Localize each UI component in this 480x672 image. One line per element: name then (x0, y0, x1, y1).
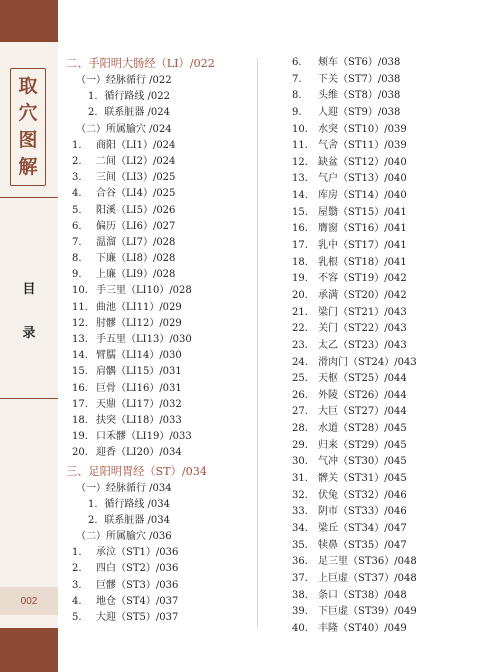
toc-acupoint-entry (284, 155, 474, 172)
toc-acupoint-entry (66, 170, 252, 186)
toc-acupoint-entry (284, 488, 474, 505)
acupoint-label: 乳中（ST17）/041 (318, 240, 407, 252)
acupoint-label: 太乙（ST23）/043 (318, 339, 407, 351)
acupoint-number: 17. (292, 240, 308, 252)
acupoint-label: 阴市（ST33）/046 (318, 506, 407, 518)
toc-acupoint-entry (66, 283, 252, 299)
toc-acupoint-entry (66, 332, 252, 348)
acupoint-number: 5. (72, 612, 82, 623)
acupoint-number: 32. (292, 489, 308, 501)
acupoint-label: 梁门（ST21）/043 (318, 306, 407, 318)
acupoint-number: 7. (72, 236, 82, 248)
acupoint-label: 足三里（ST36）/048 (318, 556, 417, 568)
seal-char: 图 (18, 129, 38, 151)
acupoint-label: 气户（ST13）/040 (318, 173, 407, 185)
acupoint-number: 16. (292, 223, 308, 235)
column-divider (257, 58, 258, 628)
toc-acupoint-entry (284, 355, 474, 372)
page-number: 002 (0, 587, 58, 615)
acupoint-number: 27. (292, 406, 308, 418)
toc-subsection: （二）所属腧穴 /036 (76, 531, 172, 543)
toc-acupoint-entry (66, 610, 252, 626)
sidebar (0, 0, 58, 672)
acupoint-number: 9. (292, 106, 302, 118)
toc-acupoint-entry (66, 545, 252, 561)
acupoint-number: 5. (72, 204, 82, 216)
toc-acupoint-entry (284, 621, 474, 638)
acupoint-label: 上巨虚（ST37）/048 (318, 572, 417, 584)
toc-acupoint-entry (284, 538, 474, 555)
toc-item: 2．联系脏器 /034 (88, 514, 170, 526)
toc-acupoint-entry (66, 594, 252, 610)
acupoint-label: 扶突（LI18）/033 (96, 414, 182, 426)
acupoint-number: 24. (292, 356, 308, 368)
toc-acupoint-entry (284, 321, 474, 338)
acupoint-label: 偏历（LI6）/027 (96, 220, 176, 232)
acupoint-number: 26. (292, 389, 308, 401)
toc-acupoint-entry (284, 338, 474, 355)
acupoint-number: 8. (72, 253, 82, 265)
toc-acupoint-entry (284, 504, 474, 521)
acupoint-number: 31. (292, 473, 308, 485)
acupoint-number: 28. (292, 423, 308, 435)
toc-acupoint-entry (284, 571, 474, 588)
toc-acupoint-entry (284, 105, 474, 122)
sidebar-divider (0, 197, 58, 198)
toc-item: 2．联系脏器 /024 (88, 107, 170, 119)
acupoint-label: 水突（ST10）/039 (318, 123, 407, 135)
acupoint-label: 滑肉门（ST24）/043 (318, 356, 417, 368)
acupoint-label: 下廉（LI8）/028 (96, 253, 176, 265)
toc-acupoint-entry (66, 381, 252, 397)
acupoint-label: 二间（LI2）/024 (96, 155, 176, 167)
acupoint-label: 屋翳（ST15）/041 (318, 206, 407, 218)
toc-acupoint-entry (284, 271, 474, 288)
toc-acupoint-entry (66, 413, 252, 429)
toc-acupoint-entry (66, 300, 252, 316)
acupoint-number: 34. (292, 522, 308, 534)
acupoint-number: 3. (72, 579, 82, 591)
acupoint-label: 肘髎（LI12）/029 (96, 317, 182, 329)
acupoint-number: 19. (72, 431, 88, 443)
seal-char: 穴 (18, 102, 38, 124)
toc-acupoint-entry (284, 521, 474, 538)
acupoint-label: 大迎（ST5）/037 (96, 612, 179, 623)
toc-acupoint-entry (284, 604, 474, 621)
toc-acupoint-entry (284, 404, 474, 421)
toc-acupoint-entry (284, 438, 474, 455)
acupoint-label: 下巨虚（ST39）/049 (318, 606, 417, 618)
acupoint-number: 15. (72, 366, 88, 378)
contents-heading-char: 目 (22, 282, 36, 297)
acupoint-label: 肩髃（LI15）/031 (96, 366, 182, 378)
toc-acupoint-entry (284, 171, 474, 188)
toc-section-heading: 三、足阳明胃经（ST）/034 (66, 464, 207, 478)
acupoint-label: 归来（ST29）/045 (318, 439, 407, 451)
toc-left-column (66, 54, 252, 626)
toc-acupoint-entry (66, 154, 252, 170)
toc-item: 1．循行路线 /022 (88, 91, 170, 103)
acupoint-number: 6. (292, 57, 302, 68)
acupoint-label: 下关（ST7）/038 (318, 73, 401, 85)
acupoint-number: 3. (72, 172, 82, 184)
toc-acupoint-entry (284, 288, 474, 305)
toc-acupoint-entry (284, 55, 474, 72)
acupoint-number: 37. (292, 572, 308, 584)
acupoint-label: 巨骨（LI16）/031 (96, 382, 182, 394)
acupoint-number: 29. (292, 439, 308, 451)
seal-char: 取 (18, 75, 38, 97)
contents-heading (22, 268, 36, 356)
acupoint-number: 16. (72, 382, 88, 394)
acupoint-number: 15. (292, 206, 308, 218)
acupoint-number: 6. (72, 220, 82, 232)
seal-char: 解 (18, 156, 38, 178)
acupoint-number: 33. (292, 506, 308, 518)
toc-section-heading: 二、手阳明大肠经（LI）/022 (66, 57, 215, 70)
toc-subsection: （一）经脉循行 /034 (76, 482, 172, 494)
acupoint-label: 口禾髎（LI19）/033 (96, 431, 192, 443)
sidebar-bottom-band (0, 628, 58, 672)
acupoint-label: 犊鼻（ST35）/047 (318, 539, 407, 551)
toc-acupoint-entry (284, 471, 474, 488)
acupoint-number: 18. (72, 414, 88, 426)
toc-subsection: （一）经脉循行 /022 (76, 75, 172, 86)
acupoint-label: 温溜（LI7）/028 (96, 236, 176, 248)
acupoint-label: 四白（ST2）/036 (96, 563, 179, 575)
acupoint-label: 地仓（ST4）/037 (96, 595, 179, 607)
toc-acupoint-entry (66, 267, 252, 283)
acupoint-label: 不容（ST19）/042 (318, 273, 407, 285)
acupoint-label: 天鼎（LI17）/032 (96, 398, 182, 410)
acupoint-label: 伏兔（ST32）/046 (318, 489, 407, 501)
acupoint-number: 13. (72, 334, 88, 345)
acupoint-number: 12. (72, 317, 88, 329)
acupoint-label: 阳溪（LI5）/026 (96, 204, 176, 216)
toc-acupoint-entry (284, 138, 474, 155)
toc-acupoint-entry (284, 305, 474, 322)
acupoint-number: 21. (292, 306, 308, 318)
acupoint-label: 商阳（LI1）/024 (96, 139, 176, 151)
toc-acupoint-entry (66, 235, 252, 251)
acupoint-label: 外陵（ST26）/044 (318, 389, 407, 401)
acupoint-label: 水道（ST28）/045 (318, 423, 407, 435)
toc-acupoint-entry (284, 238, 474, 255)
toc-acupoint-entry (284, 88, 474, 105)
toc-acupoint-entry (284, 388, 474, 405)
acupoint-number: 20. (72, 447, 88, 459)
acupoint-label: 曲池（LI11）/029 (96, 301, 182, 313)
toc-item: 1．循行路线 /034 (88, 498, 170, 510)
acupoint-label: 天枢（ST25）/044 (318, 373, 407, 385)
toc-acupoint-entry (66, 316, 252, 332)
acupoint-number: 18. (292, 256, 308, 268)
acupoint-number: 17. (72, 398, 88, 410)
acupoint-number: 7. (292, 73, 302, 85)
acupoint-number: 12. (292, 156, 308, 168)
acupoint-number: 36. (292, 556, 308, 568)
toc-subsection: （二）所属腧穴 /024 (76, 123, 172, 135)
acupoint-label: 承泣（ST1）/036 (96, 547, 179, 559)
acupoint-label: 髀关（ST31）/045 (318, 473, 407, 485)
acupoint-number: 39. (292, 606, 308, 618)
acupoint-label: 气冲（ST30）/045 (318, 456, 407, 468)
acupoint-label: 关门（ST22）/043 (318, 323, 407, 335)
acupoint-number: 25. (292, 373, 308, 385)
acupoint-number: 4. (72, 595, 82, 607)
acupoint-label: 三间（LI3）/025 (96, 172, 176, 184)
acupoint-number: 14. (292, 190, 308, 202)
acupoint-label: 膺窗（ST16）/041 (318, 223, 407, 235)
acupoint-label: 上廉（LI9）/028 (96, 269, 176, 281)
acupoint-label: 颊车（ST6）/038 (318, 57, 401, 68)
acupoint-label: 气舍（ST11）/039 (318, 140, 407, 152)
toc-acupoint-entry (284, 454, 474, 471)
toc-acupoint-entry (284, 554, 474, 571)
acupoint-number: 13. (292, 173, 308, 185)
sidebar-divider (0, 398, 58, 399)
acupoint-label: 手五里（LI13）/030 (96, 334, 192, 345)
acupoint-number: 2. (72, 155, 82, 167)
toc-acupoint-entry (66, 364, 252, 380)
acupoint-number: 1. (72, 547, 82, 559)
toc-acupoint-entry (66, 445, 252, 461)
sidebar-top-band (0, 0, 58, 42)
contents-heading-char: 录 (22, 326, 36, 341)
acupoint-number: 2. (72, 563, 82, 575)
acupoint-label: 人迎（ST9）/038 (318, 106, 401, 118)
toc-acupoint-entry (66, 429, 252, 445)
acupoint-number: 40. (292, 622, 308, 634)
toc-right-column (284, 55, 474, 637)
acupoint-number: 20. (292, 289, 308, 301)
acupoint-number: 38. (292, 589, 308, 601)
acupoint-label: 头维（ST8）/038 (318, 90, 401, 102)
toc-acupoint-entry (66, 219, 252, 235)
toc-acupoint-entry (66, 348, 252, 364)
acupoint-label: 合谷（LI4）/025 (96, 188, 176, 200)
toc-acupoint-entry (284, 205, 474, 222)
toc-acupoint-entry (66, 578, 252, 594)
acupoint-number: 30. (292, 456, 308, 468)
acupoint-number: 4. (72, 188, 82, 200)
acupoint-number: 1. (72, 139, 82, 151)
toc-acupoint-entry (284, 122, 474, 139)
toc-acupoint-entry (284, 588, 474, 605)
acupoint-number: 11. (292, 140, 308, 152)
acupoint-number: 14. (72, 350, 88, 362)
toc-acupoint-entry (66, 561, 252, 577)
toc-acupoint-entry (284, 72, 474, 89)
acupoint-label: 手三里（LI10）/028 (96, 285, 192, 297)
acupoint-label: 乳根（ST18）/041 (318, 256, 407, 268)
acupoint-label: 大巨（ST27）/044 (318, 406, 407, 418)
acupoint-label: 丰隆（ST40）/049 (318, 622, 407, 634)
acupoint-number: 10. (72, 285, 88, 297)
acupoint-number: 22. (292, 323, 308, 335)
acupoint-label: 条口（ST38）/048 (318, 589, 407, 601)
toc-acupoint-entry (284, 188, 474, 205)
acupoint-number: 8. (292, 90, 302, 102)
acupoint-label: 迎香（LI20）/034 (96, 447, 182, 459)
toc-acupoint-entry (66, 138, 252, 154)
acupoint-number: 23. (292, 339, 308, 351)
toc-acupoint-entry (284, 255, 474, 272)
acupoint-number: 11. (72, 301, 88, 313)
acupoint-label: 巨髎（ST3）/036 (96, 579, 179, 591)
book-title-seal (10, 68, 46, 186)
toc-acupoint-entry (284, 421, 474, 438)
acupoint-label: 缺盆（ST12）/040 (318, 156, 407, 168)
acupoint-number: 9. (72, 269, 82, 281)
toc-acupoint-entry (284, 371, 474, 388)
acupoint-label: 梁丘（ST34）/047 (318, 522, 407, 534)
toc-acupoint-entry (66, 203, 252, 219)
toc-acupoint-entry (284, 221, 474, 238)
acupoint-number: 19. (292, 273, 308, 285)
acupoint-label: 库房（ST14）/040 (318, 190, 407, 202)
toc-acupoint-entry (66, 397, 252, 413)
acupoint-label: 臂臑（LI14）/030 (96, 350, 182, 362)
acupoint-number: 10. (292, 123, 308, 135)
toc-acupoint-entry (66, 186, 252, 202)
acupoint-label: 承满（ST20）/042 (318, 289, 407, 301)
toc-acupoint-entry (66, 251, 252, 267)
acupoint-number: 35. (292, 539, 308, 551)
